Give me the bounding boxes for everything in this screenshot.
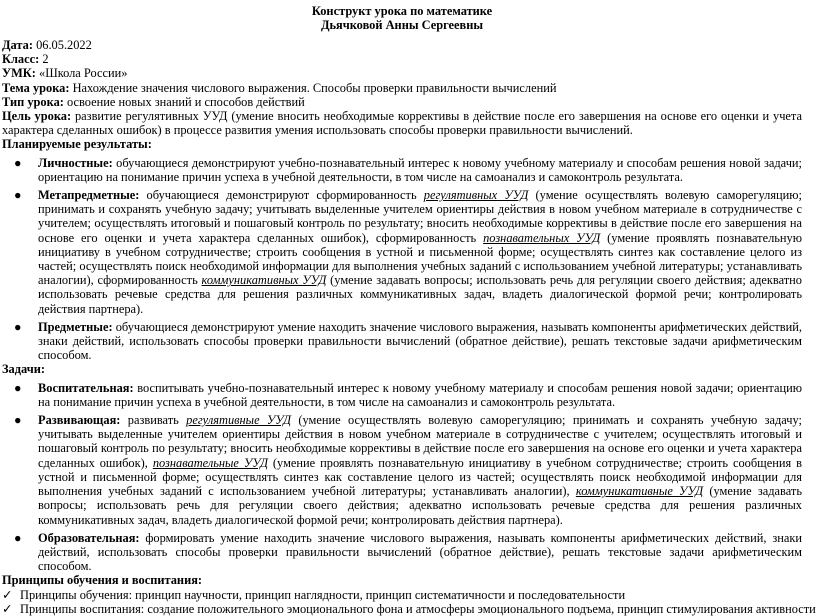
umk-value: «Школа России» bbox=[35, 66, 128, 81]
bullet-icon: ● bbox=[14, 380, 22, 395]
goal-label: Цель урока: bbox=[2, 109, 72, 124]
meta-cognitive: познавательных УУД bbox=[483, 230, 601, 245]
dev-communicative: коммуникативные УУД bbox=[575, 484, 704, 499]
title-line-1: Конструкт урока по математике bbox=[311, 4, 493, 18]
bullet-icon: ● bbox=[14, 319, 22, 334]
dev-regulative: регулятивные УУД bbox=[186, 413, 291, 428]
check-icon: ✓ bbox=[2, 587, 13, 602]
class-value: 2 bbox=[39, 52, 49, 67]
bullet-icon: ● bbox=[14, 155, 22, 170]
principles-heading: Принципы обучения и воспитания: bbox=[2, 573, 203, 588]
personal-text: обучающиеся демонстрируют учебно-познавательный интерес к новому учебному материалу и способам решения новой задачи; ориентацию на понимание причин успеха в учебной деятельности, в том числе на самоанализ и самоконтроль результата. bbox=[38, 155, 802, 184]
dev-cognitive: познавательные УУД bbox=[152, 455, 268, 470]
meta-text-1: обучающиеся демонстрируют сформированность bbox=[139, 188, 424, 203]
dev-text-4: (умение задавать вопросы; использовать речь для регуляции своего действия; адекватно использовать речевые средства для решения различных коммуникативных задач, владеть диалогической формой речи; контролировать действия партнера). bbox=[38, 484, 802, 527]
topic-row bbox=[2, 81, 802, 95]
date-value: 06.05.2022 bbox=[32, 38, 92, 52]
topic-label: Тема урока: bbox=[2, 80, 70, 95]
meta-text-4: (умение задавать вопросы; использовать речь для регуляции своего действия; адекватно использовать речевые средства для решения различных коммуникативных задач, владеть диалогической формой речи; контролировать действия партнера). bbox=[38, 273, 802, 316]
subject-label: Предметные: bbox=[38, 319, 113, 334]
class-row bbox=[2, 52, 802, 66]
document-page bbox=[2, 0, 816, 616]
date-row bbox=[2, 38, 802, 52]
document-title bbox=[2, 4, 802, 32]
goal-row bbox=[2, 109, 802, 137]
dev-text-2: (умение осуществлять волевую саморегуляцию; принимать и сохранять учебную задачу; учитывать выделенные учителем ориентиры действия в новом учебном материале в сотрудничестве с учителем; осуществлять итоговый и пошаговый контроль по результату; вносить необходимые коррективы в действие после его завершения на основе его оценки и учета характера сделанных ошибок), bbox=[38, 413, 803, 470]
meta-communicative: коммуникативных УУД bbox=[201, 273, 327, 288]
umk-label: УМК: bbox=[2, 66, 36, 81]
educational-text: формировать умение находить значение числового выражения, называть компоненты арифметических действий, знаки действий, использовать способы проверки правильности вычислений (обратное действие), решать текстовые задачи арифметическим способом. bbox=[38, 530, 802, 574]
list-item bbox=[2, 531, 802, 574]
upbringing-text: воспитывать учебно-познавательный интерес к новому учебному материалу и способам решения новой задачи; ориентацию на понимание причин успеха в учебной деятельности, в том числе на самоанализ и самоконтроль результата. bbox=[38, 380, 802, 409]
meta-label: Метапредметные: bbox=[38, 188, 140, 203]
dev-text-1: развивать bbox=[120, 413, 187, 428]
meta-text-2: (умение осуществлять волевую саморегуляцию; принимать и сохранять учебную задачу; учитывать выделенные учителем ориентиры действия в новом учебном материале в сотрудничестве с учителем; осуществлять итоговый и пошаговый контроль по результату; вносить необходимые коррективы в действие после его завершения на основе его оценки и учета характера сделанных ошибок), сформированность bbox=[38, 188, 802, 245]
title-line-2: Дьячковой Анны Сергеевны bbox=[320, 18, 484, 32]
list-item bbox=[2, 413, 802, 527]
goal-value: развитие регулятивных УУД (умение вносить необходимые коррективы в действие после его завершения на основе его оценки и учета характера сделанных ошибок) в процессе развития умения использовать способы проверки правильности вычислений. bbox=[2, 109, 802, 138]
list-item bbox=[2, 188, 802, 316]
principle-text: Принципы обучения: принцип научности, принцип наглядности, принцип систематичности и последовательности bbox=[20, 587, 626, 602]
dev-text-3: (умение проявлять познавательную инициативу в учебном сотрудничестве; строить сообщения в устной и письменной форме; осуществлять синтез как составление целого из частей; осуществлять поиск необходимой информации для выполнения учебных заданий с использованием учебной литературы; устанавливать аналогии), bbox=[38, 455, 802, 499]
list-item bbox=[2, 381, 802, 409]
check-icon: ✓ bbox=[2, 601, 13, 616]
bullet-icon: ● bbox=[14, 188, 22, 203]
umk-row bbox=[2, 66, 802, 80]
principle-item bbox=[2, 601, 816, 616]
list-item bbox=[2, 320, 802, 363]
upbringing-label: Воспитательная: bbox=[38, 380, 134, 395]
principle-item bbox=[2, 588, 802, 602]
educational-label: Образовательная: bbox=[38, 530, 140, 545]
meta-text-3: (умение проявлять познавательную инициативу в учебном сотрудничестве; строить сообщения в устной и письменной форме; осуществлять синтез как составление целого из частей; осуществлять поиск необходимой информации для выполнения учебных заданий с использованием учебной литературы; устанавливать аналогии), сформированность bbox=[38, 230, 802, 288]
class-label: Класс: bbox=[2, 52, 40, 67]
tasks-heading: Задачи: bbox=[2, 362, 45, 377]
tasks-list bbox=[2, 381, 802, 574]
lesson-type-row bbox=[2, 95, 802, 109]
list-item bbox=[2, 156, 802, 184]
results-list bbox=[2, 156, 802, 363]
subject-text: обучающиеся демонстрируют умение находить значение числового выражения, называть компоненты арифметических действий, знаки действий, использовать способы проверки правильности вычислений (обратное действие), решать текстовые задачи арифметическим способом. bbox=[38, 319, 802, 363]
results-heading: Планируемые результаты: bbox=[2, 137, 152, 152]
bullet-icon: ● bbox=[14, 413, 22, 428]
principle-text: Принципы воспитания: создание положительного эмоционального фона и атмосферы эмоционального подъема, принцип стимулирования активности bbox=[20, 601, 816, 616]
developing-label: Развивающая: bbox=[38, 413, 121, 428]
lesson-type-label: Тип урока: bbox=[2, 94, 64, 109]
date-label: Дата: bbox=[2, 38, 33, 52]
meta-regulative: регулятивных УУД bbox=[423, 188, 529, 203]
topic-value: Нахождение значения числового выражения. Способы проверки правильности вычислений bbox=[69, 80, 557, 95]
bullet-icon: ● bbox=[14, 530, 22, 545]
lesson-type-value: освоение новых знаний и способов действий bbox=[63, 94, 305, 109]
personal-label: Личностные: bbox=[38, 155, 113, 170]
